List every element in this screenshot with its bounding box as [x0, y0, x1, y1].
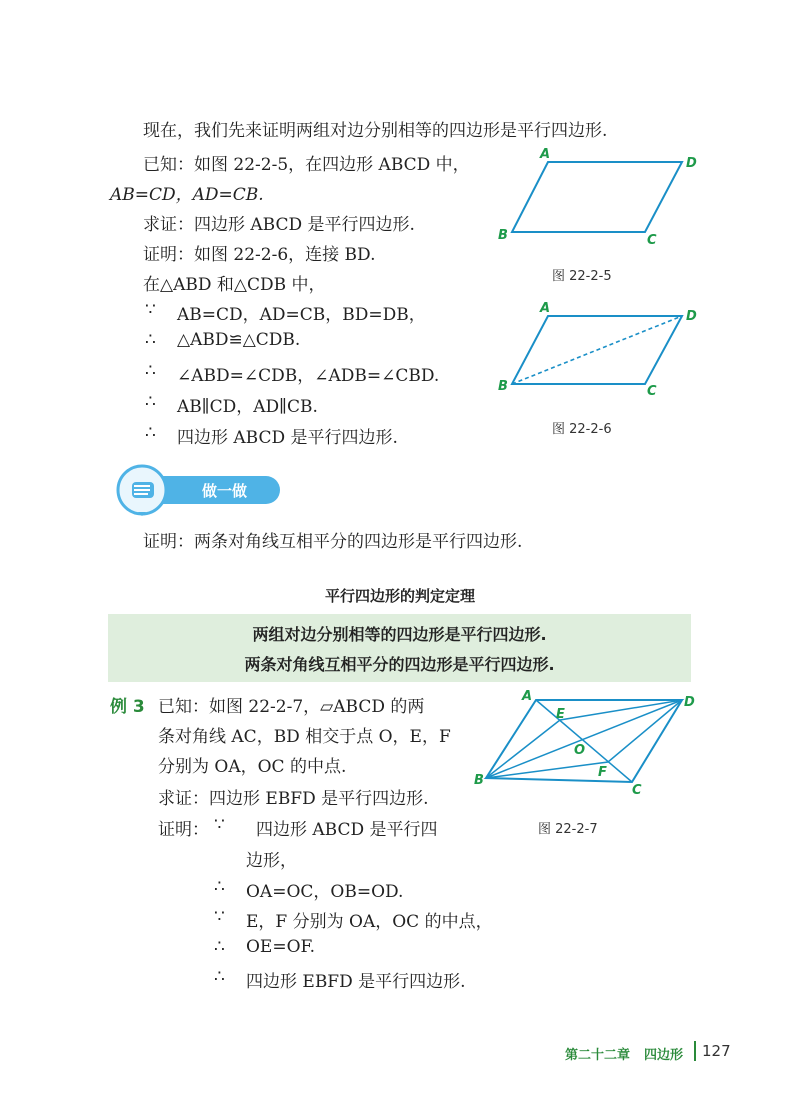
point-label-e: E: [556, 707, 565, 722]
theorem-line-2: 两条对角线互相平分的四边形是平行四边形.: [244, 655, 555, 674]
footer-chapter: 第二十二章: [565, 1048, 631, 1063]
vertex-label-d: D: [686, 309, 697, 324]
vertex-label-b: B: [498, 228, 508, 243]
figure-22-2-7: [470, 686, 710, 798]
footer-section: 四边形: [644, 1048, 684, 1063]
vertex-label-c: C: [647, 233, 657, 248]
proof-step-text: 四边形 ABCD 是平行四边形.: [177, 428, 398, 448]
vertex-label-a: A: [540, 147, 551, 162]
proof-step-symbol: ∵: [145, 300, 156, 320]
activity-title: 做一做: [202, 482, 248, 500]
example-given-2: 条对角线 AC，BD 相交于点 O，E，F: [158, 727, 451, 747]
example-step-text: OA=OC，OB=OD.: [246, 882, 404, 902]
example-step-symbol: ∵: [214, 907, 225, 927]
example-step-symbol: ∴: [214, 877, 225, 897]
proof-step-symbol: ∴: [145, 423, 156, 443]
figure-22-2-6: [490, 296, 710, 406]
activity-task: 证明：两条对角线互相平分的四边形是平行四边形.: [143, 532, 523, 552]
given-line-1: 已知：如图 22-2-5，在四边形 ABCD 中，: [143, 155, 470, 175]
example-prove: 求证：四边形 EBFD 是平行四边形.: [158, 789, 429, 809]
vertex-label-a: A: [522, 689, 533, 704]
theorem-title: 平行四边形的判定定理: [324, 587, 475, 605]
proof-step-text: AB∥CD，AD∥CB.: [177, 397, 318, 417]
vertex-label-b: B: [498, 379, 508, 394]
hand-icon: [132, 482, 154, 498]
diagonal-bd: [512, 316, 682, 384]
proof-step-text: △ABD≌△CDB.: [177, 330, 301, 350]
proof-start: 证明：如图 22-2-6，连接 BD.: [143, 245, 376, 265]
prove-statement: 求证：四边形 ABCD 是平行四边形.: [143, 215, 415, 235]
intro-text: 现在，我们先来证明两组对边分别相等的四边形是平行四边形.: [143, 121, 608, 141]
example-step-symbol: ∴: [214, 967, 225, 987]
parallelogram-abcd: [512, 162, 682, 232]
example-given-1: 已知：如图 22-2-7，▱ABCD 的两: [158, 697, 425, 717]
proof-step-symbol: ∴: [145, 330, 156, 350]
figure-caption: 图 22-2-7: [538, 822, 598, 837]
given-line-2: AB=CD，AD=CB.: [110, 185, 264, 205]
example-proof-text: 四边形 ABCD 是平行四: [256, 820, 438, 840]
page-number: 127: [702, 1042, 731, 1060]
example-step-text: OE=OF.: [246, 937, 316, 957]
proof-step-text: AB=CD，AD=CB，BD=DB，: [177, 305, 426, 325]
vertex-label-a: A: [540, 301, 551, 316]
example-step-text: E，F 分别为 OA，OC 的中点，: [246, 912, 493, 932]
example-label: 例 3: [110, 697, 145, 717]
vertex-label-b: B: [474, 773, 484, 788]
example-step-symbol: ∴: [214, 937, 225, 957]
theorem-line-1: 两组对边分别相等的四边形是平行四边形.: [252, 625, 547, 644]
vertex-label-d: D: [684, 695, 695, 710]
proof-step-symbol: ∴: [145, 392, 156, 412]
proof-step-text: ∠ABD=∠CDB，∠ADB=∠CBD.: [177, 366, 440, 386]
figure-caption: 图 22-2-6: [552, 422, 612, 437]
footer-divider: [694, 1041, 696, 1061]
in-triangles: 在△ABD 和△CDB 中，: [143, 275, 326, 295]
diagonal-bd: [486, 700, 682, 778]
point-label-f: F: [598, 765, 607, 780]
theorem-box: [108, 614, 691, 682]
example-proof-cont: 边形，: [246, 851, 297, 871]
vertex-label-c: C: [632, 783, 642, 798]
figure-caption: 图 22-2-5: [552, 269, 612, 284]
example-given-3: 分别为 OA，OC 的中点.: [158, 757, 347, 777]
proof-step-symbol: ∴: [145, 361, 156, 381]
figure-22-2-5: [490, 140, 710, 250]
point-label-o: O: [574, 743, 586, 758]
vertex-label-c: C: [647, 384, 657, 399]
activity-badge: [104, 464, 284, 516]
example-step-text: 四边形 EBFD 是平行四边形.: [246, 972, 466, 992]
example-proof-label: 证明：: [158, 820, 209, 840]
vertex-label-d: D: [686, 156, 697, 171]
example-proof-symbol: ∵: [214, 815, 225, 835]
